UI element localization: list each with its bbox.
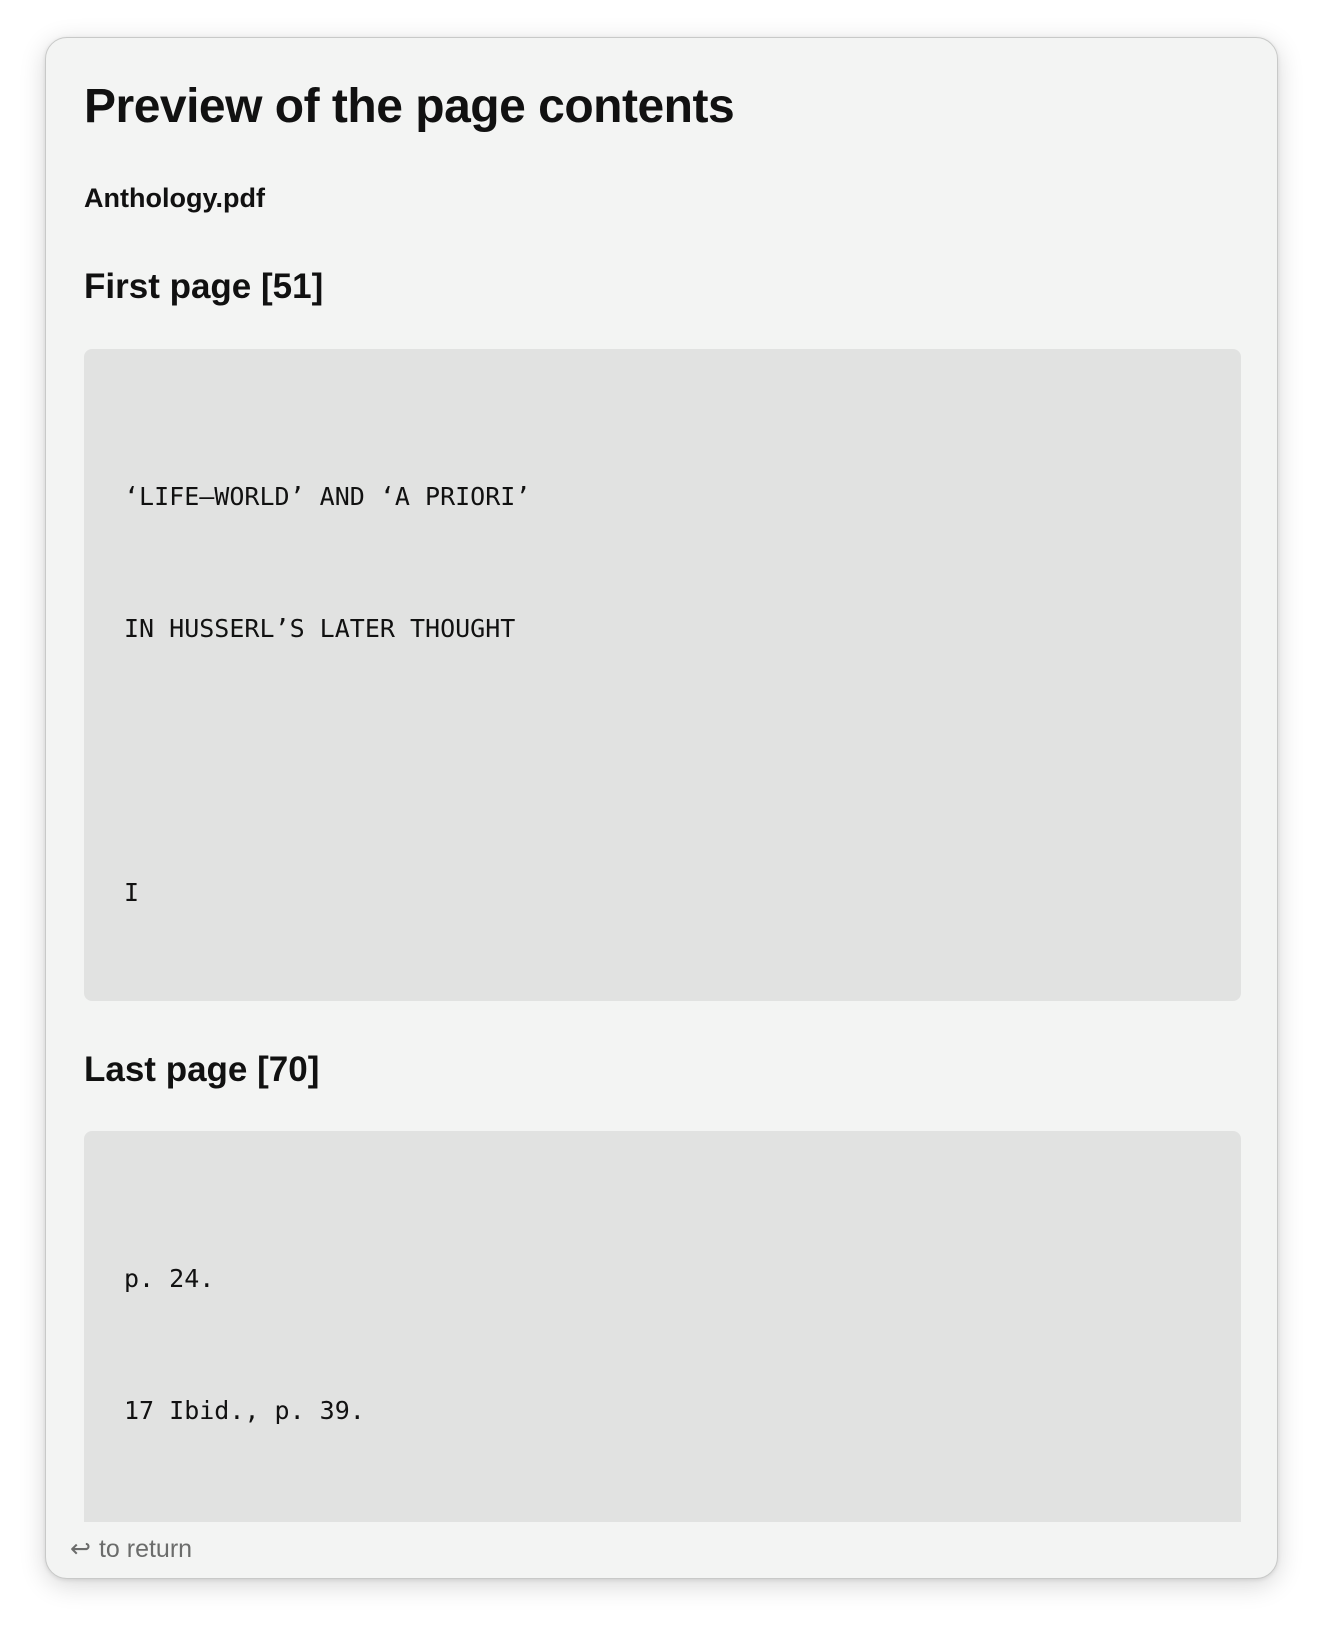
page-title: Preview of the page contents bbox=[84, 80, 735, 133]
return-icon: ↩ bbox=[70, 1535, 91, 1563]
preview-window bbox=[45, 37, 1278, 1579]
last-page-heading: Last page [70] bbox=[84, 1050, 320, 1089]
code-line: I bbox=[124, 878, 140, 907]
file-name: Anthology.pdf bbox=[84, 183, 265, 213]
code-line: IN HUSSERL’S LATER THOUGHT bbox=[124, 614, 516, 643]
first-page-content[interactable] bbox=[84, 349, 1241, 1001]
return-hint bbox=[70, 1534, 192, 1564]
code-line bbox=[124, 1521, 1201, 1522]
first-page-heading: First page [51] bbox=[84, 267, 324, 306]
code-line: 17 Ibid., p. 39. bbox=[124, 1396, 365, 1425]
last-page-content[interactable] bbox=[84, 1131, 1241, 1522]
code-line: ‘LIFE—WORLD’ AND ‘A PRIORI’ bbox=[124, 482, 531, 511]
code-line: p. 24. bbox=[124, 1264, 215, 1293]
code-line bbox=[124, 739, 1201, 783]
return-hint-label: to return bbox=[98, 1535, 193, 1563]
